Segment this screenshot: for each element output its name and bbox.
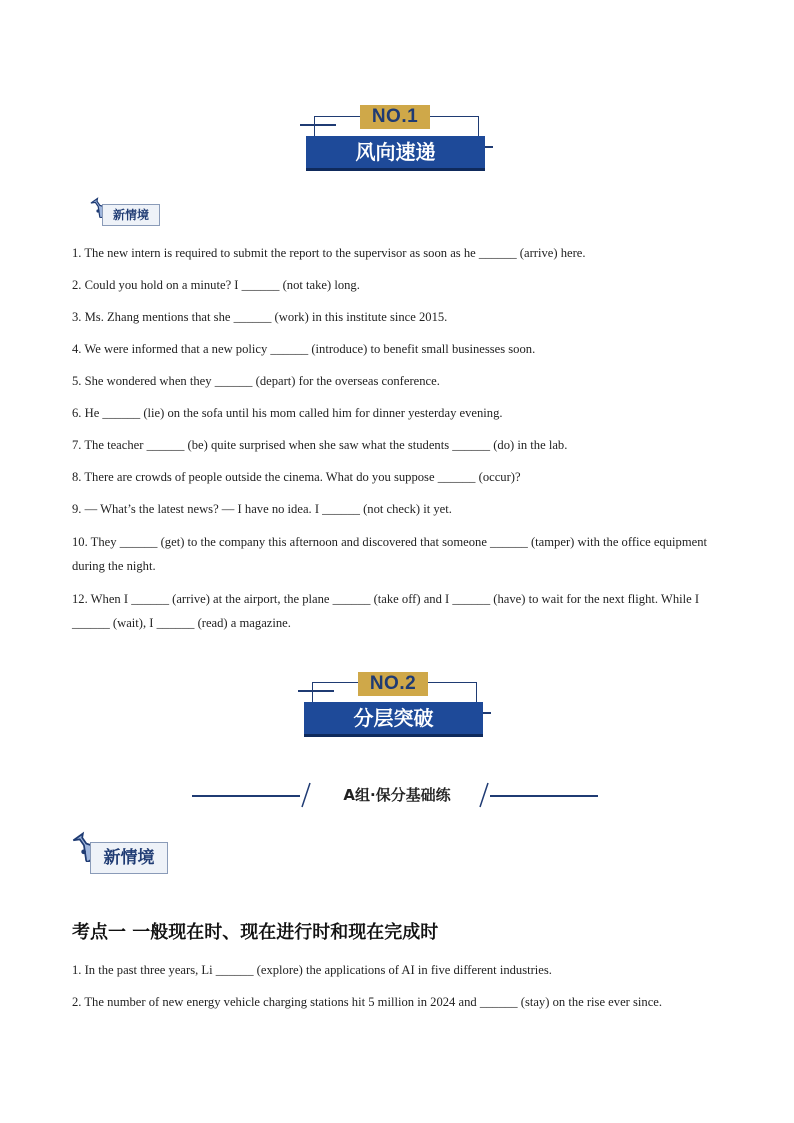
tag-label: 新情境: [102, 204, 160, 226]
question-6: 6. He ______ (lie) on the sofa until his mom called him for dinner yesterday evening.: [72, 406, 503, 420]
new-context-tag-2: [72, 830, 172, 876]
question-2: 2. The number of new energy vehicle charging stations hit 5 million in 2024 and ______ (stay) on the rise ever since.: [72, 995, 663, 1009]
question-5: 5. She wondered when they ______ (depart) for the overseas conference.: [72, 374, 440, 388]
question-3: 3. Ms. Zhang mentions that she ______ (work) in this institute since 2015.: [72, 310, 448, 324]
group-banner: [192, 780, 602, 810]
section-header-1: [296, 104, 496, 184]
header-accent-line-right: [483, 712, 491, 714]
question-7: 7. The teacher ______ (be) quite surprised when she saw what the students ______ (do) in the lab.: [72, 438, 568, 452]
question-1: 1. The new intern is required to submit the report to the supervisor as soon as he ______ (arrive) here.: [72, 246, 586, 260]
group-banner-label: A组·保分基础练: [343, 786, 451, 804]
question-2: 2. Could you hold on a minute? I ______ (not take) long.: [72, 278, 360, 292]
new-context-tag-1: [90, 196, 160, 228]
question-10: 10. They ______ (get) to the company this afternoon and discovered that someone ______ (tamper) with the office equipment during the night.: [72, 535, 708, 573]
question-4: 4. We were informed that a new policy ______ (introduce) to benefit small businesses soon.: [72, 342, 536, 356]
question-9: 9. — What’s the latest news? — I have no idea. I ______ (not check) it yet.: [72, 502, 452, 516]
topic-heading: 考点一 一般现在时、现在进行时和现在完成时: [72, 922, 439, 943]
tag-label: 新情境: [90, 842, 168, 874]
question-12: 12. When I ______ (arrive) at the airport, the plane ______ (take off) and I ______ (have) to wait for the next flight. While I ______ (wait), I ______ (read) a magazine.: [72, 592, 700, 630]
header-accent-line-right: [485, 146, 493, 148]
section-title: 风向速递: [306, 136, 485, 171]
section-number: NO.1: [360, 105, 430, 129]
section-number: NO.2: [358, 672, 428, 696]
section-header-2: [294, 670, 494, 750]
question-1: 1. In the past three years, Li ______ (explore) the applications of AI in five different industries.: [72, 963, 552, 977]
section-title: 分层突破: [304, 702, 483, 737]
question-8: 8. There are crowds of people outside the cinema. What do you suppose ______ (occur)?: [72, 470, 521, 484]
